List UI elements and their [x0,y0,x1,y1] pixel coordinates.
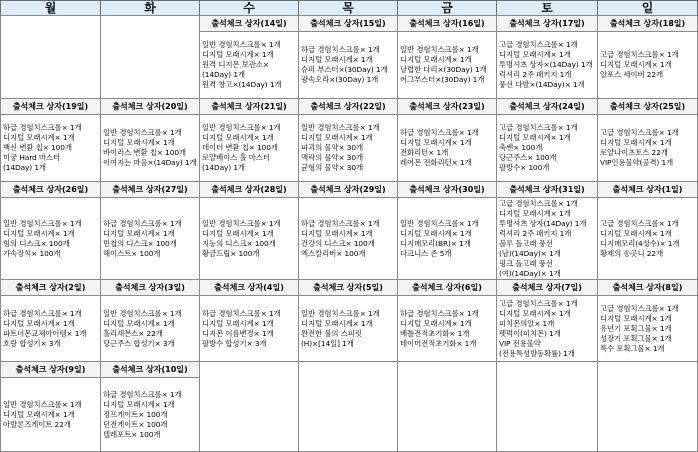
reward-item: 디지털 모래시계× 1개 [600,60,672,69]
reward-box-title: 출석체크 상자(19일) [1,99,100,115]
day-cell [397,15,497,99]
empty-day-cell [298,361,398,452]
reward-item: 로얄베이스 홀 마스터 [202,153,270,162]
reward-box-title: 출석체크 상자(29일) [299,182,397,198]
reward-item: 디지털 모래시계× 1개 [202,229,274,238]
reward-item: 하급 경험치스크롤× 1개 [301,45,380,54]
reward-item: 고급 경험치스크롤× 1개 [600,304,679,313]
day-cell [397,98,497,182]
reward-item: 고급 경험치스크롤× 1개 [499,199,578,208]
day-cell [496,181,598,280]
reward-item: 황제의 송곳니 22개 [600,249,663,258]
day-cell [298,181,398,280]
reward-box-title: 출석체크 상자(8일) [598,280,697,296]
reward-box-title: 출석체크 상자(21일) [200,99,298,115]
reward-item: 일반 경험치스크롤× 1개 [3,400,82,409]
reward-box-title: 출석체크 상자(26일) [1,182,100,198]
reward-item: 텔레포트× 100개 [103,430,161,439]
reward-item: 디지털 모래시계× 1개 [499,309,571,318]
reward-item-list [103,309,198,349]
empty-day-cell [496,361,598,452]
reward-box-title: 출석체크 상자(20일) [101,99,199,115]
weekday-header: 수 [199,0,299,16]
reward-box-title: 출석체크 상자(16일) [398,16,496,32]
reward-item: 디지털 모래시계× 1개 [202,133,274,142]
reward-item: 데이터 변환 칩× 100개 [202,143,278,152]
weekday-header: 화 [100,0,200,16]
reward-item: 균형의 물약× 30개 [301,163,364,172]
reward-item: 디지털 모래시계× 1개 [600,138,672,147]
reward-item: 일반 경험치스크롤× 1개 [301,309,380,318]
reward-item: 일반 경험치스크롤× 1개 [202,219,281,228]
reward-item: 하급 경험치스크롤× 1개 [103,219,182,228]
day-cell [597,98,698,182]
reward-item: 민첩의 디스크× 100개 [103,239,177,248]
reward-item: 하급 경험치스크롤× 1개 [301,219,380,228]
reward-item: (전용특성발동확률) 1개 [499,349,575,358]
reward-item: 디지털 모래시계× 1개 [600,314,672,323]
reward-item-list [499,40,596,90]
reward-item: 일반 경험치스크롤× 1개 [103,128,182,137]
day-cell [496,15,598,99]
reward-item: 고급 경험치스크롤× 1개 [600,50,679,59]
reward-item: (남)(14Day)× 1개 [499,249,561,258]
reward-item: 고급 경험치스크롤× 1개 [499,40,578,49]
reward-item-list [301,45,396,85]
reward-item: (H)×[14일] 1개 [301,339,354,348]
reward-item: 디지털 모래시계× 1개 [103,229,175,238]
reward-box-title: 출석체크 상자(14일) [200,16,298,32]
reward-item: VIP인용물약(공격) 1개 [600,158,674,167]
reward-box-title: 출석체크 상자(9일) [1,362,100,378]
reward-item-list [301,309,396,349]
reward-item: 미궁 Hard 마스터 [3,153,60,162]
reward-item: 고급 경험치스크롤× 1개 [600,128,679,137]
reward-box-title: 출석체크 상자(30일) [398,182,496,198]
reward-item: 디지털 모래시계× 1개 [499,50,571,59]
reward-item: 원격 창고×(14Day) 1개 [202,80,282,89]
day-cell [298,15,398,99]
reward-item: 슈퍼 부스터×(30Day) 1개 [301,65,388,74]
reward-item-list [400,45,495,85]
reward-item: 디지몬 이름변경× 1개 [202,329,274,338]
reward-item: 원격 디지몬 보관소× [202,60,269,69]
reward-item: 파트너몬교체아이템× 1개 [3,329,87,338]
reward-item: 하급 경험치스크롤× 1개 [3,309,82,318]
reward-item: 유년기 포획그물× 1개 [600,324,672,333]
reward-item: 당근주스× 100개 [499,153,557,162]
reward-box-title: 출석체크 상자(22일) [299,99,397,115]
reward-item: 특수 포획그물× 1개 [600,344,665,353]
reward-item: 던전게이트× 100개 [103,420,168,429]
reward-item-list [3,123,99,173]
reward-item: 디지메모리(4성수)× 1개 [600,239,680,248]
reward-item: 디지털 모래시계× 1개 [202,319,274,328]
reward-item-list [301,219,396,259]
reward-item: 전화리턴× 1개 [400,148,449,157]
day-cell [100,361,200,452]
reward-item: 지능의 디스크× 100개 [202,239,276,248]
empty-day-cell [397,361,497,452]
reward-box-title: 출석체크 상자(28일) [200,182,298,198]
reward-item: 날렵한 다리×(30Day) 1개 [400,65,487,74]
reward-item-list [499,299,596,359]
reward-item: 디지털 모래시계× 1개 [3,133,75,142]
reward-item-list [600,304,696,354]
reward-box-title: 출석체크 상자(25일) [598,99,697,115]
day-cell [199,279,299,362]
reward-item: 배틀전적초기화× 1개 [400,329,470,338]
reward-item: 로얄나이츠토스 22개 [600,148,668,157]
day-cell [0,181,101,280]
reward-box-title: 출석체크 상자(5일) [299,280,397,296]
reward-item-list [3,219,99,259]
reward-item: 디지털 모래시계× 1개 [301,133,373,142]
reward-item: 해이스트× 100개 [103,249,161,258]
reward-item: 럭셔리 2주 패키지 1개 [499,229,572,238]
reward-item: 하급 경험치스크롤× 1개 [103,390,182,399]
reward-box-title: 출석체크 상자(17일) [497,16,597,32]
day-cell [0,279,101,362]
reward-item-list [103,390,198,440]
reward-item: 디지털 모래시계× 1개 [301,319,373,328]
reward-item: 투명셔츠 상자(14Day) 1개 [499,219,587,228]
reward-box-title: 출석체크 상자(18일) [598,16,697,32]
reward-item: 디지털 모래시계× 1개 [301,229,373,238]
empty-day-cell [199,361,299,452]
reward-item: 하급 경험치스크롤× 1개 [400,309,479,318]
reward-item-list [202,40,297,90]
day-cell [397,279,497,362]
reward-item: 하급 경험치스크롤× 1개 [202,309,281,318]
day-cell [597,279,698,362]
reward-box-title: 출석체크 상자(6일) [398,280,496,296]
reward-item: 디지털 모래시계× 1개 [499,209,571,218]
reward-box-title: 출석체크 상자(10일) [101,362,199,378]
reward-item: 핑크 돌고래 풍선 [499,259,553,268]
reward-item-list [400,128,495,168]
day-cell [298,98,398,182]
reward-item: 다크니스 존 5개 [400,249,452,258]
reward-item: 디지털 모래시계× 1개 [103,138,175,147]
reward-item: 일반 경험치스크롤× 1개 [202,123,281,132]
reward-item-list [400,219,495,259]
reward-item: 팔방수× 100개 [499,163,550,172]
reward-item: 백신 변환 칩× 100개 [3,143,72,152]
reward-item: 호랑 합성기× 3개 [3,339,61,348]
reward-item: 어그부스터×(30Day) 1개 [400,75,485,84]
empty-day-cell [100,15,200,99]
reward-item-list [400,309,495,349]
day-cell [597,15,698,99]
day-cell [0,98,101,182]
reward-item: 디지털 모래시계× 1개 [3,410,75,419]
reward-item: 엑스칼리버× 100개 [301,249,366,258]
weekday-header: 목 [298,0,398,16]
reward-item: 디지털 모래시계× 1개 [3,229,75,238]
reward-item: 디지털 모래시계× 1개 [301,55,373,64]
reward-item: 디지털 모래시계× 1개 [400,229,472,238]
day-cell [199,15,299,99]
reward-box-title: 출석체크 상자(27일) [101,182,199,198]
reward-item: 가속장치× 100개 [3,249,61,258]
reward-item: 일반 경험치스크롤× 1개 [400,219,479,228]
reward-item-list [202,219,297,259]
reward-item: 팔방수 합성기× 3개 [202,339,267,348]
day-cell [100,279,200,362]
reward-item-list [103,128,198,168]
reward-box-title: 출석체크 상자(31일) [497,182,597,198]
reward-box-title: 출석체크 상자(24일) [497,99,597,115]
reward-item-list [3,309,99,349]
reward-item-list [499,123,596,173]
reward-item: 완전한 불의 스피릿 [301,329,362,338]
day-cell [100,181,200,280]
reward-item: 풍선 다발×(14Day)× 1개 [499,80,585,89]
reward-item: 홀리세븐스× 22개 [103,329,163,338]
reward-item: 블루 돌고래 풍선 [499,239,553,248]
reward-item: (여)(14Day)× 1개 [499,269,561,278]
reward-item: 디지털 모래시계× 1개 [103,319,175,328]
reward-item: 일반 경험치스크롤× 1개 [301,123,380,132]
day-cell [597,181,698,280]
reward-item: (14Day) 1개 [202,70,245,79]
reward-item: 일반 경험치스크롤× 1개 [400,45,479,54]
reward-item-list [202,123,297,173]
day-cell [298,279,398,362]
reward-item: 축쎈× 100개 [499,143,543,152]
reward-box-title: 출석체크 상자(2일) [1,280,100,296]
reward-item: 디지털 모래시계× 1개 [202,50,274,59]
reward-item-list [600,128,696,168]
reward-item: 파괴의 물약× 30개 [301,143,364,152]
weekday-header: 일 [597,0,698,16]
reward-item: 테이머전적초기화× 1개 [400,339,477,348]
reward-item: 당근주스 합성기× 3개 [103,339,175,348]
reward-item-list [499,199,596,279]
day-cell [397,181,497,280]
reward-item: 황금드립× 100개 [202,249,260,258]
day-cell [100,98,200,182]
reward-box-title: 출석체크 상자(7일) [497,280,597,296]
empty-day-cell [597,361,698,452]
reward-item: 맥락의 물약× 30개 [301,153,364,162]
reward-item: 성장기 포획그물× 1개 [600,334,672,343]
reward-item: 고급 경험치스크롤× 1개 [499,123,578,132]
weekday-header: 월 [0,0,101,16]
reward-item: (14Day) 1개 [3,163,46,172]
reward-item: 힘의 디스크× 100개 [3,239,70,248]
reward-item-list [3,400,99,430]
reward-item: 고급 경험치스크롤× 1개 [600,219,679,228]
reward-item-list [600,50,696,80]
reward-item: 하급 경험치스크롤× 1개 [400,128,479,137]
reward-box-title: 출석체크 상자(15일) [299,16,397,32]
weekday-header: 금 [397,0,497,16]
reward-box-title: 출석체크 상자(1일) [598,182,697,198]
day-cell [199,98,299,182]
reward-item: 럭셔리 2주 패키지 1개 [499,70,572,79]
reward-item: 디지털 모래시계× 1개 [400,55,472,64]
reward-box-title: 출석체크 상자(23일) [398,99,496,115]
reward-item: 디지털 모래시계× 1개 [103,400,175,409]
day-cell [0,361,101,452]
reward-item: 건강의 디스크× 100개 [301,239,375,248]
day-cell [496,98,598,182]
reward-item: 고급 경험치스크롤× 1개 [499,299,578,308]
reward-item: 아발론즈게이트 22개 [3,420,71,429]
reward-item-list [301,123,396,173]
reward-item: 일반 경험치스크롤× 1개 [3,219,82,228]
reward-item: 알포스 세이버 22개 [600,70,663,79]
reward-item: 정프게이트× 100개 [103,410,168,419]
reward-item: 디지메모리(BR)× 1개 [400,239,471,248]
reward-item-list [103,219,198,259]
reward-item: 피치몬의알× 1개 [499,319,555,328]
reward-item: 디지털 모래시계× 1개 [499,133,571,142]
reward-item: 펫먹이(피치몬) 1개 [499,329,561,338]
reward-item: 디지털 모래시계× 1개 [400,319,472,328]
reward-item: (14Day) 1개 [202,163,245,172]
reward-item-list [202,309,297,349]
reward-item: 일반 경험치스크롤× 1개 [202,40,281,49]
reward-item: VIP 전용물약 [499,339,541,348]
reward-item: 일반 경험치스크롤× 1개 [103,309,182,318]
reward-item-list [600,219,696,259]
empty-day-cell [0,15,101,99]
reward-item: 광속오라×(30Day) 1개 [301,75,379,84]
day-cell [199,181,299,280]
reward-box-title: 출석체크 상자(3일) [101,280,199,296]
reward-item: 이여지는 마음×(14Day) 1개 [103,158,197,167]
reward-item: 하급 경험치스크롤× 1개 [3,123,82,132]
weekday-header: 토 [496,0,598,16]
reward-item: 디지털 모래시계× 1개 [400,138,472,147]
reward-item: 투명셔츠 상자×(14Day) 1개 [499,60,593,69]
reward-item: 레어몬 전화리턴× 1개 [400,158,472,167]
reward-box-title: 출석체크 상자(4일) [200,280,298,296]
day-cell [496,279,598,362]
reward-item: 디지털 모래시계× 1개 [3,319,75,328]
reward-item: 디지털 모래시계× 1개 [600,229,672,238]
reward-item: 바이러스 변환 칩× 100개 [103,148,186,157]
